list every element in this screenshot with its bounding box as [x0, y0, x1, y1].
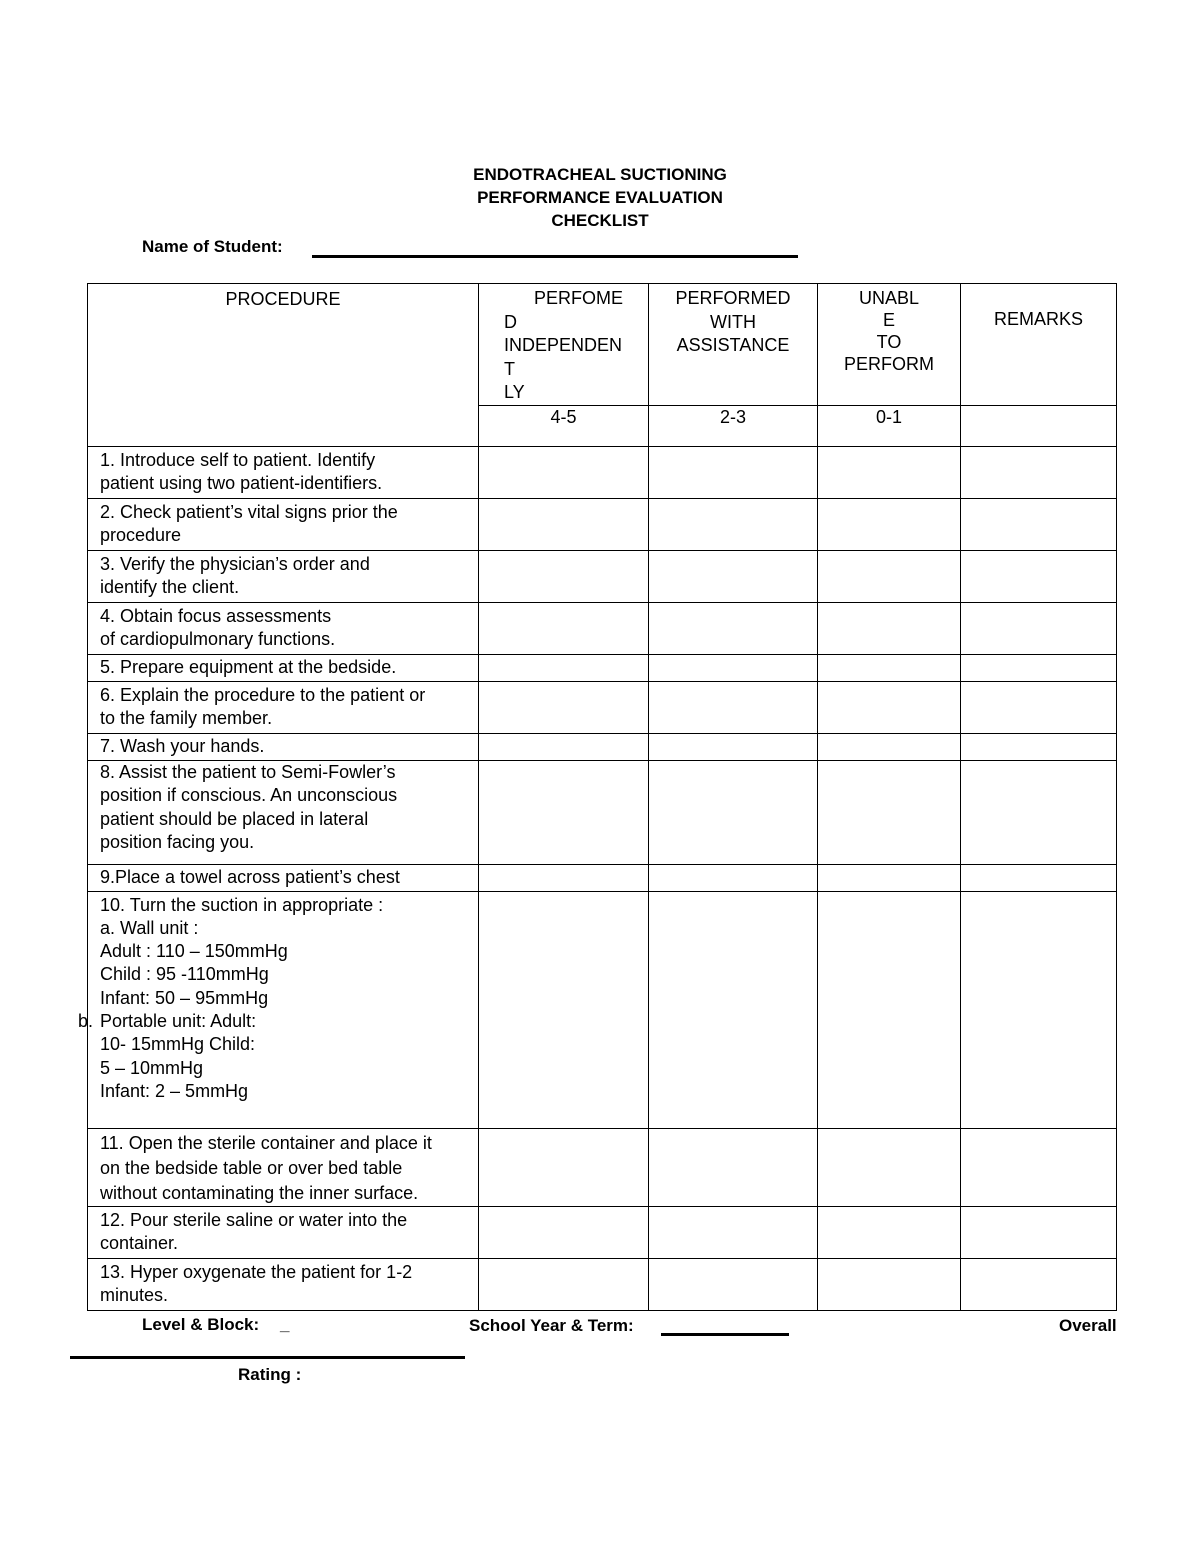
procedure-cell: 8. Assist the patient to Semi-Fowler’s position if conscious. An unconscious patient should be placed in lateral position facing you. [88, 760, 479, 864]
rating-assistance-cell[interactable] [649, 550, 818, 602]
student-name-line[interactable] [312, 255, 798, 258]
school-year-line[interactable] [661, 1333, 789, 1336]
title-line-1: ENDOTRACHEAL SUCTIONING [473, 165, 727, 184]
rating-assistance-cell[interactable] [649, 1258, 818, 1310]
rating-assistance-cell[interactable] [649, 891, 818, 1128]
remarks-cell[interactable] [961, 602, 1117, 654]
overall-rating-line[interactable] [70, 1356, 465, 1359]
table-row [88, 550, 1117, 602]
score-assistance: 2-3 [649, 405, 818, 446]
remarks-cell[interactable] [961, 498, 1117, 550]
remarks-cell[interactable] [961, 681, 1117, 733]
school-year-label: School Year & Term: [469, 1316, 634, 1335]
remarks-cell[interactable] [961, 654, 1117, 681]
procedure-cell: 1. Introduce self to patient. Identify patient using two patient-identifiers. [88, 446, 479, 498]
rating-unable-cell[interactable] [818, 1128, 961, 1206]
header-remarks: REMARKS [961, 284, 1117, 406]
score-unable: 0-1 [818, 405, 961, 446]
overall-label: Overall [1059, 1316, 1117, 1335]
score-remarks [961, 405, 1117, 446]
remarks-cell[interactable] [961, 1258, 1117, 1310]
rating-assistance-cell[interactable] [649, 681, 818, 733]
rating-unable-cell[interactable] [818, 550, 961, 602]
header-independently: PERFOME D INDEPENDEN T LY [479, 284, 649, 406]
student-name-label: Name of Student: [142, 237, 283, 256]
remarks-cell[interactable] [961, 1128, 1117, 1206]
rating-assistance-cell[interactable] [649, 864, 818, 891]
rating-independent-cell[interactable] [479, 550, 649, 602]
rating-independent-cell[interactable] [479, 760, 649, 864]
table-row [88, 1128, 1117, 1206]
table-row [88, 498, 1117, 550]
rating-independent-cell[interactable] [479, 864, 649, 891]
table-row [88, 1258, 1117, 1310]
procedure-cell: 12. Pour sterile saline or water into the container. [88, 1206, 479, 1258]
procedure-cell: 4. Obtain focus assessments of cardiopulmonary functions. [88, 602, 479, 654]
table-row [88, 864, 1117, 891]
table-row [88, 654, 1117, 681]
sub-item-marker: b. [78, 1010, 94, 1031]
rating-unable-cell[interactable] [818, 681, 961, 733]
rating-independent-cell[interactable] [479, 602, 649, 654]
rating-assistance-cell[interactable] [649, 1206, 818, 1258]
remarks-cell[interactable] [961, 733, 1117, 760]
remarks-cell[interactable] [961, 864, 1117, 891]
procedure-cell: 5. Prepare equipment at the bedside. [88, 654, 479, 681]
rating-independent-cell[interactable] [479, 1128, 649, 1206]
rating-unable-cell[interactable] [818, 760, 961, 864]
remarks-cell[interactable] [961, 446, 1117, 498]
procedure-cell: 2. Check patient’s vital signs prior the procedure [88, 498, 479, 550]
checklist-table [78, 283, 1117, 1311]
rating-assistance-cell[interactable] [649, 1128, 818, 1206]
title-line-3: CHECKLIST [551, 211, 649, 230]
rating-independent-cell[interactable] [479, 446, 649, 498]
rating-assistance-cell[interactable] [649, 602, 818, 654]
rating-assistance-cell[interactable] [649, 733, 818, 760]
rating-assistance-cell[interactable] [649, 654, 818, 681]
rating-independent-cell[interactable] [479, 891, 649, 1128]
rating-independent-cell[interactable] [479, 1258, 649, 1310]
rating-unable-cell[interactable] [818, 498, 961, 550]
table-row [88, 891, 1117, 1128]
header-row [88, 284, 1117, 406]
table-row [88, 602, 1117, 654]
rating-independent-cell[interactable] [479, 654, 649, 681]
score-independently: 4-5 [479, 405, 649, 446]
rating-independent-cell[interactable] [479, 498, 649, 550]
table-row [88, 446, 1117, 498]
rating-independent-cell[interactable] [479, 733, 649, 760]
remarks-cell[interactable] [961, 550, 1117, 602]
rating-unable-cell[interactable] [818, 446, 961, 498]
rating-unable-cell[interactable] [818, 733, 961, 760]
rating-unable-cell[interactable] [818, 891, 961, 1128]
level-block-value[interactable]: _ [280, 1315, 290, 1334]
procedure-cell: 9.Place a towel across patient’s chest [88, 864, 479, 891]
procedure-cell: 3. Verify the physician’s order and identify the client. [88, 550, 479, 602]
procedure-cell: 6. Explain the procedure to the patient or to the family member. [88, 681, 479, 733]
rating-independent-cell[interactable] [479, 1206, 649, 1258]
procedure-cell: 11. Open the sterile container and place it on the bedside table or over bed table without contaminating the inner surface. [88, 1128, 479, 1206]
header-unable: UNABL E TO PERFORM [818, 284, 961, 406]
rating-unable-cell[interactable] [818, 864, 961, 891]
rating-unable-cell[interactable] [818, 1258, 961, 1310]
table-row [88, 1206, 1117, 1258]
title-line-2: PERFORMANCE EVALUATION [477, 188, 723, 207]
rating-independent-cell[interactable] [479, 681, 649, 733]
remarks-cell[interactable] [961, 760, 1117, 864]
rating-assistance-cell[interactable] [649, 446, 818, 498]
remarks-cell[interactable] [961, 891, 1117, 1128]
procedure-cell: 7. Wash your hands. [88, 733, 479, 760]
procedure-cell: 10. Turn the suction in appropriate : a. Wall unit : Adult : 110 – 150mmHg Child : 95 -110mmHg Infant: 50 – 95mmHg b. Portable unit: Adult: 10- 15mmHg Child: 5 – 10mmHg Infant: 2 – 5mmHg [88, 891, 479, 1128]
table-row [88, 681, 1117, 733]
rating-label: Rating : [238, 1365, 302, 1384]
rating-unable-cell[interactable] [818, 1206, 961, 1258]
header-with-assistance: PERFORMED WITH ASSISTANCE [649, 284, 818, 406]
rating-assistance-cell[interactable] [649, 760, 818, 864]
procedure-cell: 13. Hyper oxygenate the patient for 1-2 minutes. [88, 1258, 479, 1310]
remarks-cell[interactable] [961, 1206, 1117, 1258]
rating-unable-cell[interactable] [818, 654, 961, 681]
header-procedure: PROCEDURE [88, 284, 479, 447]
table-row [88, 760, 1117, 864]
rating-assistance-cell[interactable] [649, 498, 818, 550]
rating-unable-cell[interactable] [818, 602, 961, 654]
table-row [88, 733, 1117, 760]
level-block-label: Level & Block: [142, 1315, 260, 1334]
